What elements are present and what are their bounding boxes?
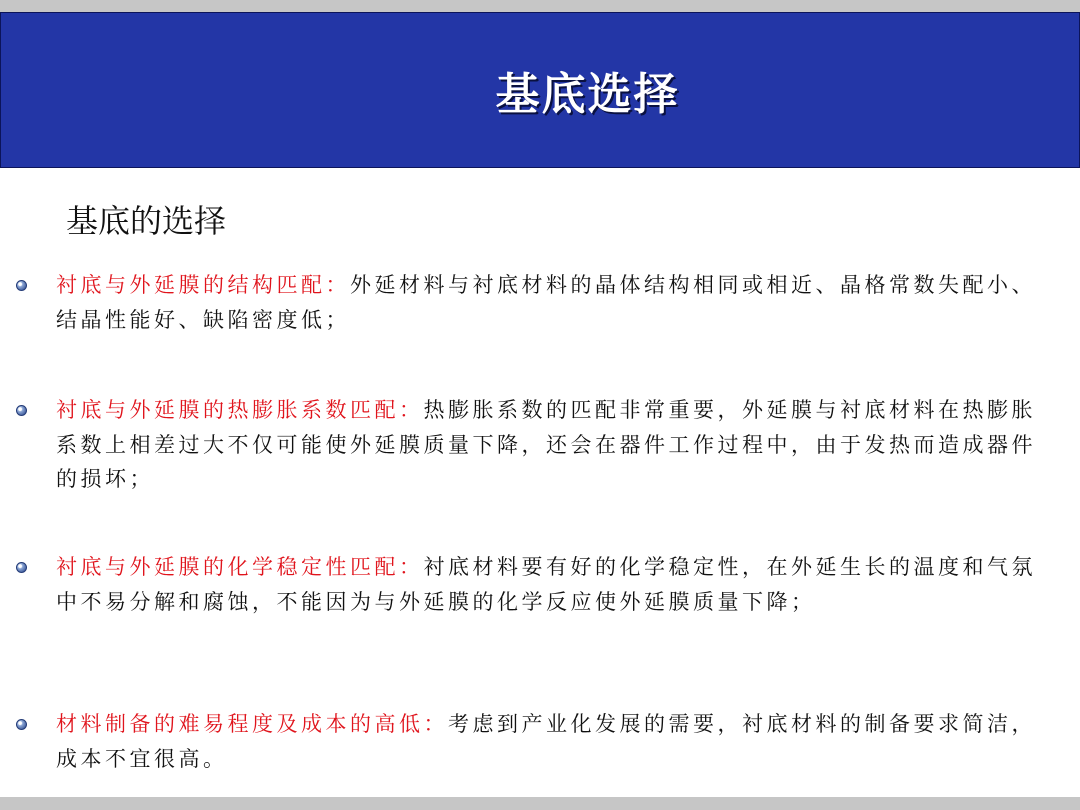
- bullet-heading: 衬底与外延膜的结构匹配：: [56, 273, 350, 297]
- slide-subtitle: 基底的选择: [66, 202, 227, 240]
- bullet-body: 考虑到产业化发展的需要，衬底材料的制备要求简洁，成本不宜很高。: [56, 712, 1036, 771]
- bullet-icon: [16, 405, 27, 416]
- bullet-heading: 衬底与外延膜的热膨胀系数匹配：: [56, 398, 424, 422]
- bullet-heading: 材料制备的难易程度及成本的高低：: [56, 712, 448, 736]
- bullet-text: [56, 550, 1041, 619]
- bullet-text: [56, 268, 1041, 337]
- slide-title: 基底选择: [495, 69, 680, 120]
- bullet-item-cost: [16, 707, 1046, 776]
- bullet-icon: [16, 562, 27, 573]
- top-strip: [0, 0, 1080, 12]
- bullet-item-thermal-expansion-match: [16, 393, 1046, 497]
- bullet-text: [56, 707, 1041, 776]
- bullet-icon: [16, 280, 27, 291]
- bullet-body: 衬底材料要有好的化学稳定性，在外延生长的温度和气氛中不易分解和腐蚀，不能因为与外延膜的化学反应使外延膜质量下降；: [56, 555, 1036, 614]
- bullet-icon: [16, 719, 27, 730]
- bullet-heading: 衬底与外延膜的化学稳定性匹配：: [56, 555, 424, 579]
- bottom-strip: [0, 797, 1080, 810]
- bullet-body: 热膨胀系数的匹配非常重要，外延膜与衬底材料在热膨胀系数上相差过大不仅可能使外延膜质量下降，还会在器件工作过程中，由于发热而造成器件的损坏；: [56, 398, 1036, 491]
- bullet-body: 外延材料与衬底材料的晶体结构相同或相近、晶格常数失配小、结晶性能好、缺陷密度低；: [56, 273, 1036, 332]
- bullet-item-structure-match: [16, 268, 1046, 337]
- title-banner: [0, 12, 1080, 168]
- bullet-text: [56, 393, 1041, 497]
- bullet-item-chemical-stability-match: [16, 550, 1046, 619]
